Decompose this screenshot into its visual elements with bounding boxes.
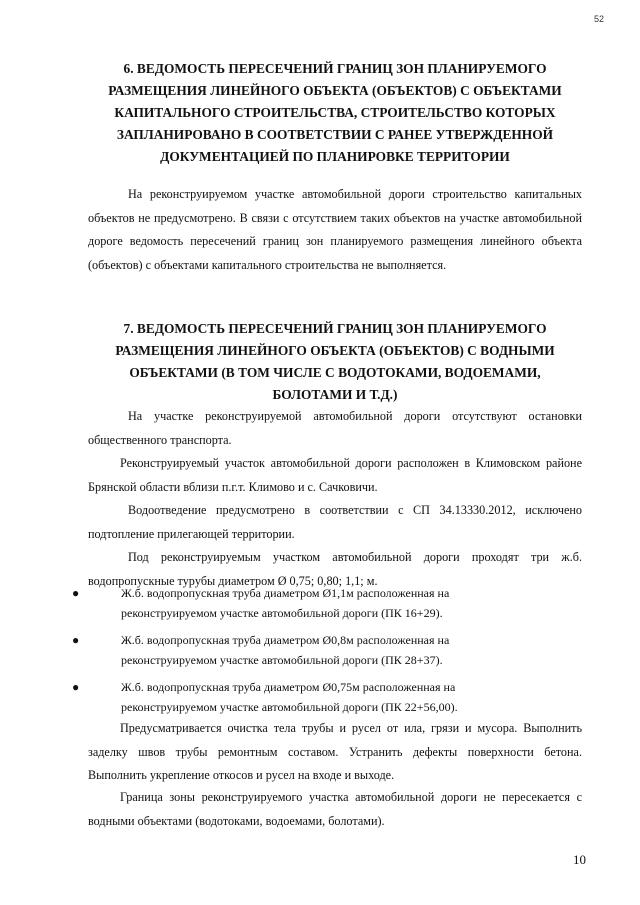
bullet-icon: ● <box>72 586 80 600</box>
list-item-line-1: Ж.б. водопропускная труба диаметром Ø0,8м расположенная на <box>121 633 450 647</box>
section-7-paragraph-1 <box>88 405 582 452</box>
corner-page-number: 52 <box>593 14 604 24</box>
section-7-heading: 7. ВЕДОМОСТЬ ПЕРЕСЕЧЕНИЙ ГРАНИЦ ЗОН ПЛАНИРУЕМОГО РАЗМЕЩЕНИЯ ЛИНЕЙНОГО ОБЪЕКТА (ОБЪЕКТОВ) С ВОДНЫМИ ОБЪЕКТАМИ (В ТОМ ЧИСЛЕ С ВОДОТОКАМИ, ВОДОЕМАМИ, БОЛОТАМИ И Т.Д.) <box>115 321 555 402</box>
section-7-paragraph-2-text: Реконструируемый участок автомобильной дороги расположен в Климовском районе Брянской области вблизи п.г.т. Климово и с. Сачковичи. <box>88 456 582 494</box>
section-7-paragraph-4-text: Под реконструируемым участком автомобильной дороги проходят три ж.б. водопропускные туpубы диаметром Ø 0,75; 0,80; 1,1; м. <box>88 550 582 588</box>
section-7-paragraph-1-text: На участке реконструируемой автомобильной дороги отсутствуют остановки общественного транспорта. <box>88 409 582 447</box>
section-6-paragraph <box>88 183 582 277</box>
section-7-paragraph-5-text: Предусматривается очистка тела трубы и русел от ила, грязи и мусора. Выполнить заделку швов трубы ремонтным составом. Устранить дефекты поверхности бетона. Выполнить укрепление откосов и русел на входе и выходе. <box>88 721 582 782</box>
section-6-heading: 6. ВЕДОМОСТЬ ПЕРЕСЕЧЕНИЙ ГРАНИЦ ЗОН ПЛАНИРУЕМОГО РАЗМЕЩЕНИЯ ЛИНЕЙНОГО ОБЪЕКТА (ОБЪЕКТОВ) С ОБЪЕКТАМИ КАПИТАЛЬНОГО СТРОИТЕЛЬСТВА, СТРОИТЕЛЬСТВО КОТОРЫХ ЗАПЛАНИРОВАНО В СООТВЕТСТВИИ С РАНЕЕ УТВЕРЖДЕННОЙ ДОКУМЕНТАЦИЕЙ ПО ПЛАНИРОВКЕ ТЕРРИТОРИИ <box>108 61 562 164</box>
bullet-icon: ● <box>72 680 80 694</box>
list-item-line-1: Ж.б. водопропускная труба диаметром Ø1,1м расположенная на <box>121 586 450 600</box>
list-item-line-1: Ж.б. водопропускная труба диаметром Ø0,75м расположенная на <box>121 680 456 694</box>
list-item-line-2: реконструируемом участке автомобильной дороги (ПК 16+29). <box>121 606 443 620</box>
section-7-paragraph-5 <box>88 717 582 788</box>
list-item <box>72 583 582 623</box>
list-item <box>72 630 582 670</box>
section-7-paragraph-3 <box>88 499 582 546</box>
section-6-paragraph-text: На реконструируемом участке автомобильной дороги строительство капитальных объектов не предусмотрено. В связи с отсутствием таких объектов на участке автомобильной дороге ведомость пересечений границ зон планируемого размещения линейного объекта (объектов) с объектами капитального строительства не выполняется. <box>88 187 582 272</box>
section-7-paragraph-6 <box>88 786 582 833</box>
section-7-paragraph-2 <box>88 452 582 499</box>
page-number: 10 <box>573 852 586 867</box>
list-item-line-2: реконструируемом участке автомобильной дороги (ПК 22+56,00). <box>121 700 458 714</box>
list-item-line-2: реконструируемом участке автомобильной дороги (ПК 28+37). <box>121 653 443 667</box>
section-7-paragraph-3-text: Водоотведение предусмотрено в соответствии с СП 34.13330.2012, исключено подтопление прилегающей территории. <box>88 503 582 541</box>
list-item <box>72 677 582 717</box>
culvert-list <box>72 583 582 724</box>
section-7-paragraph-6-text: Граница зоны реконструируемого участка автомобильной дороги не пересекается с водными объектами (водотоками, водоемами, болотами). <box>88 790 582 828</box>
bullet-icon: ● <box>72 633 80 647</box>
